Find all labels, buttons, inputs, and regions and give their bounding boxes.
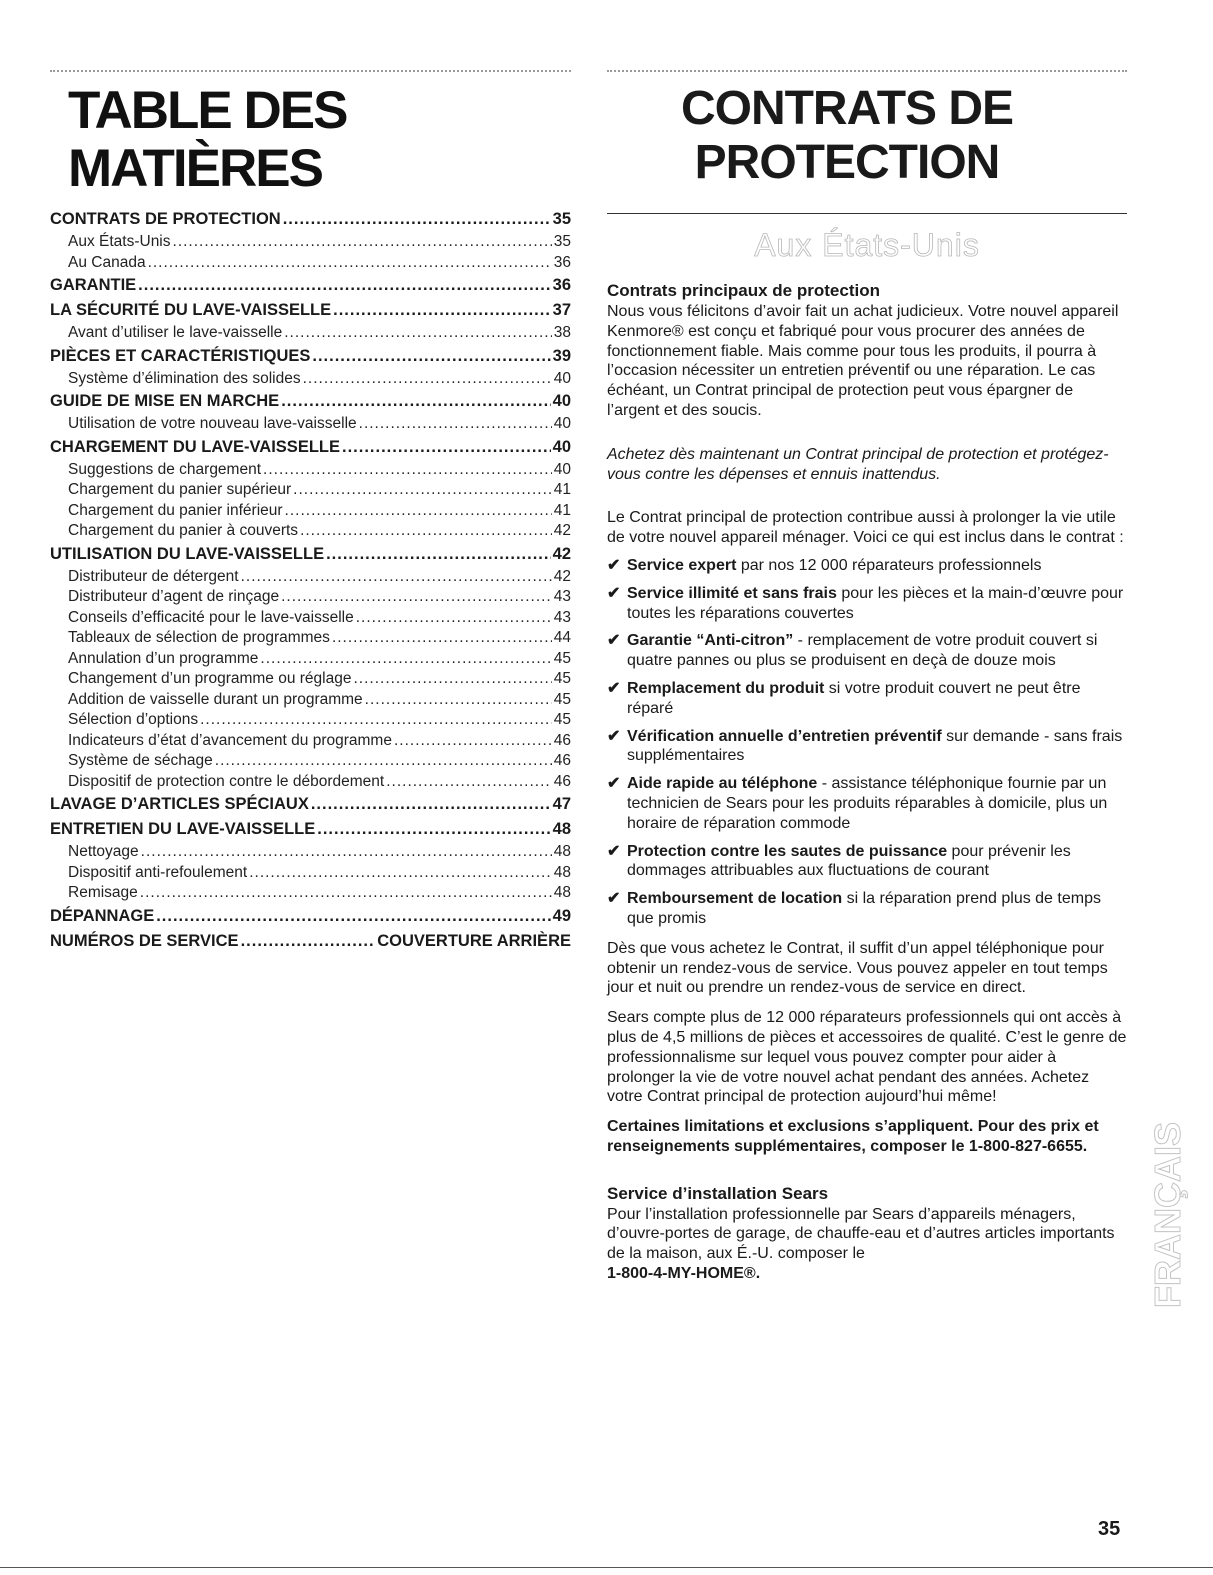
toc-leader-dots (317, 820, 550, 839)
toc-entry-page: 46 (553, 772, 571, 790)
benefit-item (607, 842, 1127, 882)
toc-entry-label: Nettoyage (68, 843, 139, 860)
toc-entry-page: 48 (553, 843, 571, 860)
toc-entry (50, 932, 571, 955)
toc-leader-dots (241, 568, 552, 586)
install-phone: 1-800-4-MY-HOME®. (607, 1265, 761, 1283)
toc-entry-page: 36 (553, 253, 571, 271)
toc-entry-page: 42 (553, 567, 571, 585)
toc-entry (50, 568, 571, 589)
toc-entry-page: 48 (553, 863, 571, 881)
toc-entry (50, 795, 571, 818)
toc-leader-dots (241, 932, 376, 951)
toc-entry-page: 38 (553, 324, 571, 341)
toc-entry-label: Distributeur de détergent (68, 567, 239, 585)
benefit-item (607, 774, 1127, 833)
toc-entry-label: Système de séchage (68, 752, 213, 769)
toc-leader-dots (332, 629, 552, 647)
toc-entry-page: 37 (552, 301, 571, 319)
toc-leader-dots (249, 864, 552, 882)
toc-entry (50, 461, 571, 482)
toc-leader-dots (138, 276, 550, 295)
toc-leader-dots (156, 907, 550, 926)
toc-entry-label: Tableaux de sélection de programmes (68, 629, 330, 646)
check-icon: ✔ (607, 890, 621, 908)
toc-entry (50, 522, 571, 543)
section-rule (607, 213, 1127, 214)
toc-entry-page: 46 (553, 731, 571, 749)
toc-entry-label: Aux États-Unis (68, 233, 171, 250)
toc-leader-dots (215, 752, 552, 770)
toc-entry-label: CONTRATS DE PROTECTION (50, 210, 281, 228)
toc-entry (50, 711, 571, 732)
toc-entry-page: 40 (553, 415, 571, 432)
benefit-title: Protection contre les sautes de puissance (627, 842, 948, 860)
toc-leader-dots (140, 884, 552, 902)
check-icon: ✔ (607, 632, 621, 650)
toc-leader-dots (356, 609, 552, 627)
toc-entry (50, 588, 571, 609)
toc-entry (50, 884, 571, 905)
toc-entry-label: LA SÉCURITÉ DU LAVE-VAISSELLE (50, 301, 332, 319)
benefit-item (607, 631, 1127, 671)
toc-entry (50, 276, 571, 299)
toc-leader-dots (284, 324, 552, 342)
contracts-title-line2: PROTECTION (694, 136, 1000, 189)
benefit-text: pour les pièces et la main-d’œuvre pour toutes les réparations couvertes (627, 584, 1124, 622)
toc-entry-label: LAVAGE D’ARTICLES SPÉCIAUX (50, 795, 309, 813)
toc-entry-page: 48 (553, 884, 571, 901)
toc-entry-label: Chargement du panier supérieur (68, 481, 292, 498)
toc-entry-label: Dispositif de protection contre le débordement (68, 772, 385, 790)
sears-pros-paragraph: Sears compte plus de 12 000 réparateurs professionnels qui ont accès à plus de 4,5 millions de pièces et accessoires de qualité. C’est le genre de professionnalisme sur lequel vous pouvez compter pour aider à prolonger la vie de votre nouvel achat pendant des années. Achetez votre Contrat principal de protection aujourd’hui même! (607, 1009, 1127, 1106)
table-of-contents (50, 82, 571, 955)
toc-entry-page: 45 (553, 649, 571, 667)
toc-leader-dots (281, 588, 552, 606)
toc-entry-label: ENTRETIEN DU LAVE-VAISSELLE (50, 820, 316, 838)
benefit-item (607, 584, 1127, 624)
toc-entry-label: Distributeur d’agent de rinçage (68, 588, 280, 605)
toc-entry-page: 35 (553, 233, 571, 250)
toc-entry-page: 39 (552, 346, 571, 365)
benefit-title: Remboursement de location (627, 890, 843, 908)
toc-entry-label: Conseils d’efficacité pour le lave-vaisselle (68, 608, 354, 626)
check-icon: ✔ (607, 556, 621, 574)
toc-entry (50, 233, 571, 254)
toc-entry-page: 41 (553, 481, 571, 498)
benefit-title: Remplacement du produit (627, 679, 825, 697)
toc-leader-dots (141, 843, 552, 861)
toc-entry-label: Utilisation de votre nouveau lave-vaisselle (68, 415, 357, 432)
benefit-item (607, 679, 1127, 719)
toc-entry (50, 864, 571, 885)
toc-entry (50, 732, 571, 753)
toc-leader-dots (311, 795, 551, 814)
benefit-item (607, 889, 1127, 929)
toc-entry-page: 42 (553, 522, 571, 539)
toc-entry (50, 609, 571, 630)
contracts-title (607, 82, 1127, 190)
toc-leader-dots (326, 545, 551, 564)
toc-leader-dots (394, 732, 552, 750)
toc-entry-page: 45 (553, 690, 571, 708)
toc-entry-label: GUIDE DE MISE EN MARCHE (50, 392, 280, 410)
check-icon: ✔ (607, 842, 621, 860)
benefit-text: - remplacement de votre produit couvert si quatre pannes ou plus se produisent en deçà de douze mois (627, 632, 1098, 670)
contracts-title-line1: CONTRATS DE (680, 82, 1014, 135)
toc-entry-label: DÉPANNAGE (50, 906, 155, 925)
protection-contracts-section (607, 82, 1127, 1284)
toc-entry-page: 48 (552, 820, 571, 838)
benefits-list (607, 556, 1127, 929)
toc-leader-dots (285, 502, 552, 520)
italic-note: Achetez dès maintenant un Contrat principal de protection et protégez-vous contre les dépenses et ennuis inattendus. (607, 445, 1109, 483)
toc-entry-label: Suggestions de chargement (68, 460, 262, 478)
toc-entry (50, 347, 571, 370)
toc-leader-dots (200, 711, 552, 729)
toc-entry-page: 40 (553, 369, 571, 387)
bottom-rule (0, 1567, 1213, 1568)
benefits-intro: Le Contrat principal de protection contribue aussi à prolonger la vie utile de votre nouvel appareil ménager. Voici ce qui est inclus dans le contrat : (607, 509, 1124, 547)
toc-leader-dots (365, 691, 552, 709)
toc-entry-page: 45 (553, 670, 571, 687)
toc-entry-label: Dispositif anti-refoulement (68, 863, 248, 881)
check-icon: ✔ (607, 727, 621, 745)
benefit-text: sur demande - sans frais supplémentaires (627, 727, 1123, 765)
toc-entry-page: 43 (553, 588, 571, 605)
benefit-item (607, 727, 1127, 767)
check-icon: ✔ (607, 775, 621, 793)
toc-entry (50, 820, 571, 843)
toc-entry-label: Sélection d’options (68, 711, 199, 728)
toc-leader-dots (283, 210, 551, 229)
toc-list (50, 210, 571, 955)
toc-entry-label: Chargement du panier à couverts (68, 522, 299, 539)
benefit-text: - assistance téléphonique fournie par un technicien de Sears pour les produits réparables à domicile, plus un horaire de réparation commode (627, 775, 1108, 832)
top-dotted-rule-right (607, 70, 1127, 72)
toc-title: TABLE DES MATIÈRES (68, 81, 347, 198)
toc-entry-page: 41 (553, 501, 571, 519)
toc-entry (50, 392, 571, 415)
language-side-tab: FRANÇAIS (1147, 1122, 1188, 1308)
benefit-text: si votre produit couvert ne peut être réparé (627, 679, 1081, 717)
toc-entry (50, 773, 571, 794)
toc-entry-label: Addition de vaisselle durant un programme (68, 690, 363, 708)
toc-entry-label: Système d’élimination des solides (68, 369, 301, 387)
toc-entry-label: Chargement du panier inférieur (68, 501, 283, 519)
toc-entry-page: 40 (553, 460, 571, 478)
benefit-item (607, 556, 1127, 576)
toc-leader-dots (386, 773, 552, 791)
benefit-title: Service illimité et sans frais (627, 584, 837, 602)
toc-entry-label: UTILISATION DU LAVE-VAISSELLE (50, 544, 325, 563)
toc-entry-page: 46 (553, 752, 571, 769)
toc-entry-page: 36 (552, 276, 571, 294)
toc-leader-dots (312, 347, 550, 366)
toc-entry-page: 49 (552, 906, 571, 925)
toc-entry-page: 40 (552, 437, 571, 456)
benefit-title: Vérification annuelle d’entretien préventif (627, 727, 942, 745)
toc-leader-dots (281, 392, 550, 411)
toc-leader-dots (293, 481, 552, 499)
section-subtitle: Aux États-Unis (754, 227, 980, 263)
toc-entry-page: COUVERTURE ARRIÈRE (377, 931, 571, 950)
toc-leader-dots (342, 438, 551, 457)
toc-entry-page: 44 (553, 629, 571, 646)
toc-entry-label: Changement d’un programme ou réglage (68, 670, 352, 687)
toc-entry-page: 42 (552, 544, 571, 563)
toc-entry (50, 438, 571, 461)
intro-paragraph: Nous vous félicitons d’avoir fait un achat judicieux. Votre nouvel appareil Kenmore® est conçu et fabriqué pour vous procurer des années de fonctionnement fiable. Mais comme pour tous les produits, il pourra à l’occasion nécessiter un entretien préventif ou une réparation. Le cas échéant, un Contrat principal de protection peut vous épargner de l’argent et des soucis. (607, 303, 1119, 419)
benefit-text: pour prévenir les dommages attribuables aux fluctuations de courant (627, 842, 1071, 880)
toc-leader-dots (263, 461, 552, 479)
after-purchase-paragraph: Dès que vous achetez le Contrat, il suffit d’un appel téléphonique pour obtenir un rendez-vous de service. Vous pouvez appeler en tout temps jour et nuit ou prendre un rendez-vous de service en direct. (607, 939, 1108, 997)
install-text: Pour l’installation professionnelle par Sears d’appareils ménagers, d’ouvre-portes de garage, de chauffe-eau et d’autres articles importants de la maison, aux É.-U. composer le (607, 1205, 1115, 1263)
top-dotted-rule-left (50, 70, 571, 72)
toc-entry (50, 324, 571, 345)
toc-entry (50, 301, 571, 324)
toc-entry-label: Avant d’utiliser le lave-vaisselle (68, 324, 283, 341)
toc-entry (50, 629, 571, 650)
toc-entry (50, 545, 571, 568)
toc-leader-dots (173, 233, 552, 251)
benefit-title: Garantie “Anti-citron” (627, 632, 794, 650)
check-icon: ✔ (607, 679, 621, 697)
limitations-paragraph: Certaines limitations et exclusions s’appliquent. Pour des prix et renseignements supplémentaires, composer le 1-800-827-6655. (607, 1118, 1099, 1155)
toc-leader-dots (300, 522, 552, 540)
toc-entry (50, 502, 571, 523)
toc-entry (50, 254, 571, 275)
toc-leader-dots (333, 301, 551, 320)
toc-entry-page: 47 (552, 795, 571, 813)
toc-entry (50, 670, 571, 691)
toc-entry-label: GARANTIE (50, 276, 137, 294)
install-paragraph (607, 1205, 1127, 1284)
toc-entry-label: Remisage (68, 884, 138, 901)
benefit-title: Service expert (627, 556, 737, 574)
toc-leader-dots (148, 254, 552, 272)
toc-entry-label: CHARGEMENT DU LAVE-VAISSELLE (50, 437, 340, 456)
benefit-text: si la réparation prend plus de temps que promis (627, 890, 1101, 927)
toc-entry (50, 907, 571, 930)
toc-entry (50, 843, 571, 864)
toc-entry (50, 691, 571, 712)
install-heading: Service d’installation Sears (607, 1183, 829, 1203)
toc-entry-label: NUMÉROS DE SERVICE (50, 931, 239, 950)
toc-entry-label: PIÈCES ET CARACTÉRISTIQUES (50, 346, 311, 365)
toc-entry-label: Au Canada (68, 253, 146, 271)
toc-entry (50, 415, 571, 436)
toc-leader-dots (260, 650, 551, 668)
toc-leader-dots (353, 670, 551, 688)
toc-entry-label: Indicateurs d’état d’avancement du programme (68, 731, 392, 749)
benefit-title: Aide rapide au téléphone (627, 775, 818, 793)
toc-entry-page: 43 (553, 608, 571, 626)
toc-entry-page: 35 (552, 210, 571, 228)
toc-entry-page: 40 (552, 392, 571, 410)
toc-entry (50, 650, 571, 671)
toc-entry-page: 45 (553, 711, 571, 728)
toc-leader-dots (359, 415, 552, 433)
toc-entry-label: Annulation d’un programme (68, 649, 259, 667)
toc-leader-dots (303, 370, 552, 388)
toc-entry (50, 481, 571, 502)
main-contracts-heading: Contrats principaux de protection (607, 281, 880, 300)
toc-entry (50, 210, 571, 233)
page-number: 35 (1098, 1518, 1121, 1540)
check-icon: ✔ (607, 584, 621, 602)
benefit-text: par nos 12 000 réparateurs professionnels (736, 556, 1042, 574)
toc-entry (50, 752, 571, 773)
toc-entry (50, 370, 571, 391)
